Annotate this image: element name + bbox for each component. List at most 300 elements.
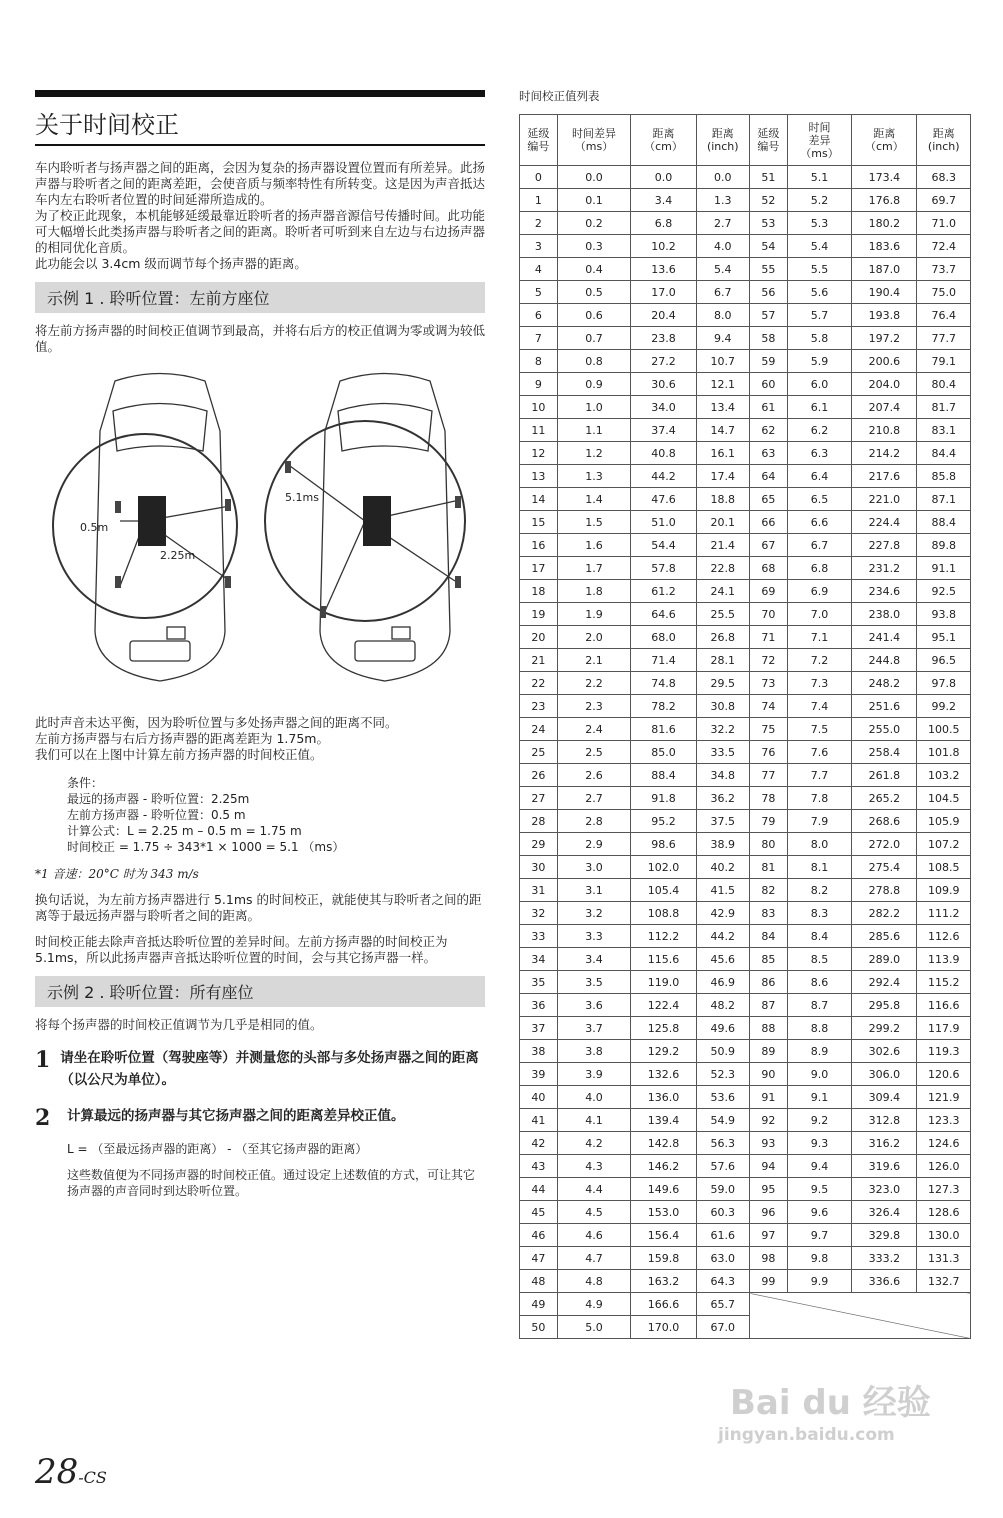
table-row	[520, 603, 971, 626]
table-header-cell: 距离 （cm）	[852, 115, 917, 166]
table-cell: 122.4	[631, 994, 696, 1017]
table-cell: 97.8	[917, 672, 971, 695]
table-row	[520, 1270, 971, 1293]
table-cell: 0	[520, 166, 558, 189]
time-correction-table	[519, 114, 971, 1339]
table-cell: 289.0	[852, 948, 917, 971]
table-cell: 9.3	[787, 1132, 852, 1155]
table-cell: 11	[520, 419, 558, 442]
table-cell: 42	[520, 1132, 558, 1155]
table-cell: 126.0	[917, 1155, 971, 1178]
table-cell: 127.3	[917, 1178, 971, 1201]
table-cell: 50	[520, 1316, 558, 1339]
table-cell: 62	[750, 419, 788, 442]
table-cell: 8.2	[787, 879, 852, 902]
table-cell: 68	[750, 557, 788, 580]
table-cell: 19	[520, 603, 558, 626]
table-cell: 93.8	[917, 603, 971, 626]
table-cell: 77	[750, 764, 788, 787]
table-cell: 30	[520, 856, 558, 879]
table-cell: 56	[750, 281, 788, 304]
page-number-suffix: -CS	[78, 1468, 107, 1487]
table-row	[520, 534, 971, 557]
table-cell: 38	[520, 1040, 558, 1063]
table-cell: 190.4	[852, 281, 917, 304]
table-cell: 22	[520, 672, 558, 695]
table-row	[520, 419, 971, 442]
table-cell: 1.9	[557, 603, 631, 626]
table-cell: 5.4	[696, 258, 749, 281]
table-cell: 61.2	[631, 580, 696, 603]
table-cell: 96.5	[917, 649, 971, 672]
left-column	[35, 90, 485, 1199]
table-cell: 15	[520, 511, 558, 534]
table-row	[520, 764, 971, 787]
table-cell: 2.4	[557, 718, 631, 741]
table-cell: 72.4	[917, 235, 971, 258]
page-title: 关于时间校正	[35, 105, 485, 146]
table-cell: 5.3	[787, 212, 852, 235]
table-cell: 30.8	[696, 695, 749, 718]
table-cell: 183.6	[852, 235, 917, 258]
table-cell: 130.0	[917, 1224, 971, 1247]
table-cell: 87	[750, 994, 788, 1017]
table-cell: 2.2	[557, 672, 631, 695]
table-cell: 37.4	[631, 419, 696, 442]
table-cell: 103.2	[917, 764, 971, 787]
title-rule	[35, 90, 485, 97]
table-cell: 54	[750, 235, 788, 258]
table-cell: 6.8	[631, 212, 696, 235]
table-cell: 3.4	[631, 189, 696, 212]
table-cell: 295.8	[852, 994, 917, 1017]
footnote: *1 音速：20°C 时为 343 m/s	[35, 867, 199, 881]
table-cell: 117.9	[917, 1017, 971, 1040]
table-cell: 121.9	[917, 1086, 971, 1109]
table-cell: 248.2	[852, 672, 917, 695]
table-header-cell: 延级 编号	[750, 115, 788, 166]
table-cell: 2.0	[557, 626, 631, 649]
table-row	[520, 649, 971, 672]
table-cell: 88.4	[917, 511, 971, 534]
table-cell: 1.4	[557, 488, 631, 511]
table-cell: 111.2	[917, 902, 971, 925]
table-cell: 9.5	[787, 1178, 852, 1201]
table-cell: 26	[520, 764, 558, 787]
table-cell: 119.3	[917, 1040, 971, 1063]
table-header-row	[520, 115, 971, 166]
table-cell: 238.0	[852, 603, 917, 626]
empty-diagonal-cell	[750, 1293, 971, 1339]
table-cell: 61	[750, 396, 788, 419]
table-row	[520, 580, 971, 603]
table-cell: 37	[520, 1017, 558, 1040]
table-cell: 12	[520, 442, 558, 465]
table-cell: 8	[520, 350, 558, 373]
table-cell: 38.9	[696, 833, 749, 856]
table-cell: 7.1	[787, 626, 852, 649]
table-cell: 2.8	[557, 810, 631, 833]
table-cell: 10.2	[631, 235, 696, 258]
table-cell: 55	[750, 258, 788, 281]
table-cell: 6.5	[787, 488, 852, 511]
table-row	[520, 1224, 971, 1247]
table-cell: 34.8	[696, 764, 749, 787]
table-cell: 200.6	[852, 350, 917, 373]
table-cell: 7.5	[787, 718, 852, 741]
table-cell: 4.9	[557, 1293, 631, 1316]
table-cell: 71.0	[917, 212, 971, 235]
table-cell: 70	[750, 603, 788, 626]
table-cell: 1.6	[557, 534, 631, 557]
table-cell: 77.7	[917, 327, 971, 350]
table-header-cell: 距离 （cm）	[631, 115, 696, 166]
table-cell: 255.0	[852, 718, 917, 741]
paragraph-a: 换句话说，为左前方扬声器进行 5.1ms 的时间校正，就能使其与聆听者之间的距离等于最远扬声器与聆听者之间的距离。	[35, 892, 482, 923]
table-body	[520, 166, 971, 1339]
table-cell: 57.8	[631, 557, 696, 580]
table-cell: 7.2	[787, 649, 852, 672]
paragraph-b: 时间校正能去除声音抵达聆听位置的差异时间。左前方扬声器的时间校正为 5.1ms，所以此扬声器声音抵达聆听位置的时间，会与其它扬声器一样。	[35, 934, 448, 965]
table-cell: 16	[520, 534, 558, 557]
car-2-seat-head	[363, 496, 391, 546]
table-cell: 31	[520, 879, 558, 902]
table-cell: 9.0	[787, 1063, 852, 1086]
table-cell: 4.7	[557, 1247, 631, 1270]
table-row	[520, 281, 971, 304]
table-cell: 21.4	[696, 534, 749, 557]
table-cell: 3.7	[557, 1017, 631, 1040]
table-cell: 85.8	[917, 465, 971, 488]
table-cell: 73	[750, 672, 788, 695]
table-cell: 217.6	[852, 465, 917, 488]
table-cell: 5	[520, 281, 558, 304]
table-cell: 4.3	[557, 1155, 631, 1178]
table-cell: 214.2	[852, 442, 917, 465]
table-cell: 6.7	[787, 534, 852, 557]
table-cell: 57.6	[696, 1155, 749, 1178]
table-row	[520, 948, 971, 971]
table-cell: 100.5	[917, 718, 971, 741]
table-row	[520, 442, 971, 465]
table-cell: 47.6	[631, 488, 696, 511]
table-cell: 88.4	[631, 764, 696, 787]
table-cell: 8.3	[787, 902, 852, 925]
table-cell: 166.6	[631, 1293, 696, 1316]
table-cell: 5.6	[787, 281, 852, 304]
table-cell: 4.4	[557, 1178, 631, 1201]
table-cell: 83	[750, 902, 788, 925]
table-cell: 115.2	[917, 971, 971, 994]
table-row	[520, 212, 971, 235]
table-cell: 187.0	[852, 258, 917, 281]
table-cell: 139.4	[631, 1109, 696, 1132]
time-correction-table-section	[519, 88, 971, 1339]
table-cell: 2.3	[557, 695, 631, 718]
table-cell: 65.7	[696, 1293, 749, 1316]
table-cell: 306.0	[852, 1063, 917, 1086]
after-diagram-2: 左前方扬声器与右后方扬声器的距离差距为 1.75m。	[35, 731, 329, 746]
table-cell: 45.6	[696, 948, 749, 971]
table-cell: 197.2	[852, 327, 917, 350]
table-cell: 92.5	[917, 580, 971, 603]
table-cell: 180.2	[852, 212, 917, 235]
table-cell: 71	[750, 626, 788, 649]
table-cell: 0.0	[696, 166, 749, 189]
table-cell: 336.6	[852, 1270, 917, 1293]
table-cell: 120.6	[917, 1063, 971, 1086]
table-cell: 3.3	[557, 925, 631, 948]
table-cell: 86	[750, 971, 788, 994]
table-cell: 163.2	[631, 1270, 696, 1293]
table-cell: 6.9	[787, 580, 852, 603]
table-cell: 76	[750, 741, 788, 764]
table-cell: 28	[520, 810, 558, 833]
table-header-cell: 距离 (inch)	[917, 115, 971, 166]
table-cell: 40.8	[631, 442, 696, 465]
table-cell: 9.6	[787, 1201, 852, 1224]
table-cell: 2	[520, 212, 558, 235]
table-header-cell: 时间 差异 （ms）	[787, 115, 852, 166]
table-cell: 24	[520, 718, 558, 741]
table-cell: 23	[520, 695, 558, 718]
table-cell: 7.7	[787, 764, 852, 787]
table-cell: 124.6	[917, 1132, 971, 1155]
table-cell: 91.8	[631, 787, 696, 810]
table-cell: 64	[750, 465, 788, 488]
table-cell: 173.4	[852, 166, 917, 189]
table-cell: 105.9	[917, 810, 971, 833]
table-cell: 45	[520, 1201, 558, 1224]
table-cell: 49	[520, 1293, 558, 1316]
table-cell: 53	[750, 212, 788, 235]
table-cell: 44	[520, 1178, 558, 1201]
table-row	[520, 350, 971, 373]
table-cell: 0.8	[557, 350, 631, 373]
table-cell: 109.9	[917, 879, 971, 902]
table-cell: 13	[520, 465, 558, 488]
after-diagram-3: 我们可以在上图中计算左前方扬声器的时间校正值。	[35, 747, 323, 762]
table-cell: 67	[750, 534, 788, 557]
table-cell: 48.2	[696, 994, 749, 1017]
table-cell: 8.8	[787, 1017, 852, 1040]
table-cell: 2.9	[557, 833, 631, 856]
table-cell: 3.1	[557, 879, 631, 902]
table-cell: 83.1	[917, 419, 971, 442]
table-cell: 4.0	[696, 235, 749, 258]
table-cell: 25	[520, 741, 558, 764]
table-cell: 0.3	[557, 235, 631, 258]
step-1	[35, 1047, 485, 1091]
table-row	[520, 994, 971, 1017]
table-cell: 10.7	[696, 350, 749, 373]
table-cell: 113.9	[917, 948, 971, 971]
table-cell: 21	[520, 649, 558, 672]
table-cell: 35	[520, 971, 558, 994]
table-cell: 129.2	[631, 1040, 696, 1063]
table-cell: 6.3	[787, 442, 852, 465]
table-cell: 52.3	[696, 1063, 749, 1086]
table-cell: 85	[750, 948, 788, 971]
table-cell: 0.2	[557, 212, 631, 235]
table-cell: 0.4	[557, 258, 631, 281]
table-cell: 81.6	[631, 718, 696, 741]
table-cell: 26.8	[696, 626, 749, 649]
table-cell: 224.4	[852, 511, 917, 534]
step-2-number: 2	[35, 1105, 51, 1131]
table-row	[520, 741, 971, 764]
table-cell: 84.4	[917, 442, 971, 465]
table-cell: 85.0	[631, 741, 696, 764]
table-cell: 326.4	[852, 1201, 917, 1224]
table-cell: 91.1	[917, 557, 971, 580]
table-cell: 7.9	[787, 810, 852, 833]
table-cell: 33.5	[696, 741, 749, 764]
table-row	[520, 1086, 971, 1109]
table-cell: 282.2	[852, 902, 917, 925]
table-cell: 89	[750, 1040, 788, 1063]
table-row	[520, 1040, 971, 1063]
table-cell: 8.5	[787, 948, 852, 971]
table-cell: 6	[520, 304, 558, 327]
table-cell: 8.6	[787, 971, 852, 994]
table-row	[520, 557, 971, 580]
table-cell: 34	[520, 948, 558, 971]
table-row	[520, 1247, 971, 1270]
table-cell: 23.8	[631, 327, 696, 350]
table-cell: 285.6	[852, 925, 917, 948]
table-cell: 24.1	[696, 580, 749, 603]
table-cell: 102.0	[631, 856, 696, 879]
table-cell: 105.4	[631, 879, 696, 902]
table-cell: 44.2	[631, 465, 696, 488]
table-cell: 80	[750, 833, 788, 856]
table-cell: 50.9	[696, 1040, 749, 1063]
table-cell: 116.6	[917, 994, 971, 1017]
condition-line: 条件：	[67, 776, 104, 790]
table-cell: 3	[520, 235, 558, 258]
table-cell: 20.4	[631, 304, 696, 327]
table-cell: 193.8	[852, 304, 917, 327]
table-cell: 16.1	[696, 442, 749, 465]
table-cell: 131.3	[917, 1247, 971, 1270]
table-cell: 32	[520, 902, 558, 925]
table-cell: 244.8	[852, 649, 917, 672]
table-cell: 159.8	[631, 1247, 696, 1270]
table-row	[520, 787, 971, 810]
table-cell: 32.2	[696, 718, 749, 741]
table-cell: 272.0	[852, 833, 917, 856]
table-cell: 8.1	[787, 856, 852, 879]
table-cell: 6.6	[787, 511, 852, 534]
table-row	[520, 1063, 971, 1086]
table-cell: 241.4	[852, 626, 917, 649]
table-cell: 8.4	[787, 925, 852, 948]
table-cell: 207.4	[852, 396, 917, 419]
table-cell: 115.6	[631, 948, 696, 971]
table-cell: 79	[750, 810, 788, 833]
table-row	[520, 833, 971, 856]
table-cell: 1.2	[557, 442, 631, 465]
table-cell: 43	[520, 1155, 558, 1178]
table-row	[520, 902, 971, 925]
table-cell: 2.7	[696, 212, 749, 235]
table-row	[520, 1178, 971, 1201]
table-cell: 27.2	[631, 350, 696, 373]
table-row	[520, 879, 971, 902]
table-cell: 95	[750, 1178, 788, 1201]
table-cell: 61.6	[696, 1224, 749, 1247]
table-cell: 0.7	[557, 327, 631, 350]
table-header-cell: 距离 (inch)	[696, 115, 749, 166]
table-cell: 5.9	[787, 350, 852, 373]
table-cell: 79.1	[917, 350, 971, 373]
table-cell: 17.4	[696, 465, 749, 488]
step-2	[35, 1105, 485, 1131]
table-cell: 63	[750, 442, 788, 465]
example-1-heading: 示例 1 . 聆听位置：左前方座位	[35, 282, 485, 313]
table-cell: 10	[520, 396, 558, 419]
table-cell: 146.2	[631, 1155, 696, 1178]
table-cell: 41.5	[696, 879, 749, 902]
table-cell: 40	[520, 1086, 558, 1109]
table-cell: 5.1	[787, 166, 852, 189]
table-cell: 112.6	[917, 925, 971, 948]
table-cell: 1.5	[557, 511, 631, 534]
table-cell: 156.4	[631, 1224, 696, 1247]
table-cell: 2.6	[557, 764, 631, 787]
table-cell: 74	[750, 695, 788, 718]
table-cell: 60	[750, 373, 788, 396]
table-cell: 97	[750, 1224, 788, 1247]
table-cell: 94	[750, 1155, 788, 1178]
table-cell: 6.0	[787, 373, 852, 396]
condition-line: 时间校正 = 1.75 ÷ 343*1 × 1000 = 5.1 （ms）	[67, 840, 345, 854]
table-cell: 7.3	[787, 672, 852, 695]
table-cell: 84	[750, 925, 788, 948]
table-cell: 44.2	[696, 925, 749, 948]
table-cell: 2.5	[557, 741, 631, 764]
example-2-heading: 示例 2 . 聆听位置：所有座位	[35, 976, 485, 1007]
table-cell: 60.3	[696, 1201, 749, 1224]
table-cell: 125.8	[631, 1017, 696, 1040]
table-cell: 34.0	[631, 396, 696, 419]
table-cell: 71.4	[631, 649, 696, 672]
table-cell: 78.2	[631, 695, 696, 718]
table-cell: 89.8	[917, 534, 971, 557]
table-cell: 4.0	[557, 1086, 631, 1109]
table-cell: 309.4	[852, 1086, 917, 1109]
table-row	[520, 695, 971, 718]
table-header-cell: 时间差异 （ms）	[557, 115, 631, 166]
table-cell: 316.2	[852, 1132, 917, 1155]
table-cell: 68.3	[917, 166, 971, 189]
table-cell: 81.7	[917, 396, 971, 419]
label-0-5m: 0.5m	[80, 521, 109, 534]
table-cell: 51.0	[631, 511, 696, 534]
condition-line: 最远的扬声器 - 聆听位置：2.25m	[67, 792, 250, 806]
table-cell: 5.0	[557, 1316, 631, 1339]
table-row	[520, 396, 971, 419]
table-cell: 64.6	[631, 603, 696, 626]
table-cell: 234.6	[852, 580, 917, 603]
table-cell: 4.6	[557, 1224, 631, 1247]
table-cell: 4.8	[557, 1270, 631, 1293]
table-cell: 17	[520, 557, 558, 580]
intro-paragraph-1: 车内聆听者与扬声器之间的距离，会因为复杂的扬声器设置位置而有所差异。此扬声器与聆听者之间的距离差距，会使音质与频率特性有所转变。这是因为声音抵达车内左右聆听者位置的时间延滞所造成的。	[35, 160, 486, 207]
table-cell: 8.0	[696, 304, 749, 327]
table-cell: 7.8	[787, 787, 852, 810]
